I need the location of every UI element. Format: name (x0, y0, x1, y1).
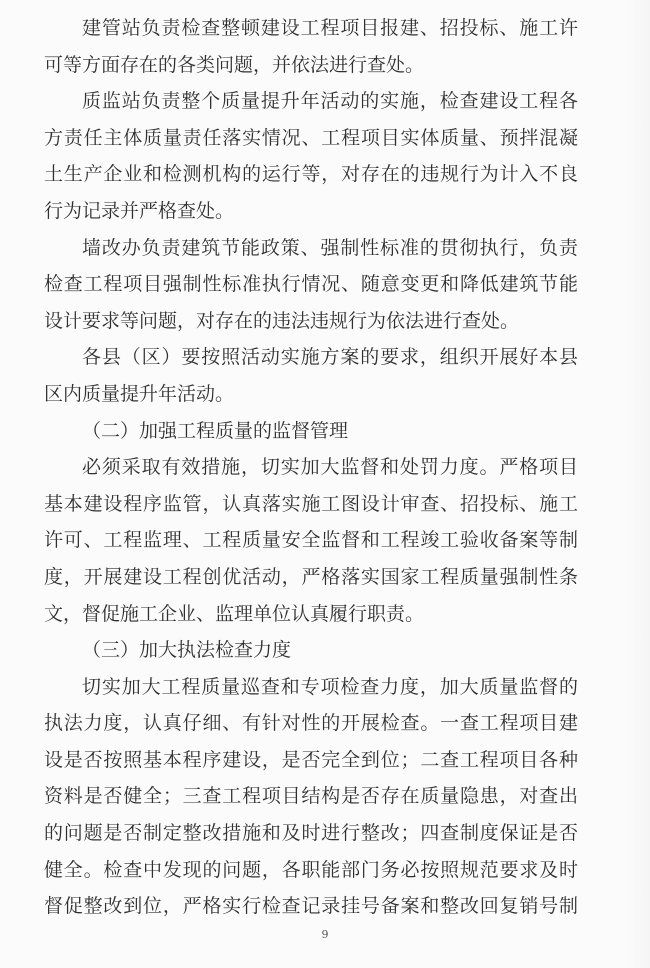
text-line: 设是否按照基本程序建设，是否完全到位；二查工程项目各种 (44, 748, 578, 771)
text-line: 土生产企业和检测机构的运行等，对存在的违规行为计入不良 (44, 163, 578, 186)
text-line: 可等方面存在的各类问题，并依法进行查处。 (44, 53, 425, 76)
text-line: 设计要求等问题，对存在的违法违规行为依法进行查处。 (44, 309, 520, 332)
text-line: 基本建设程序监管，认真落实施工图设计审查、招投标、施工 (44, 492, 578, 515)
text-line: 文，督促施工企业、监理单位认真履行职责。 (44, 602, 425, 625)
text-line: 质监站负责整个质量提升年活动的实施，检查建设工程各 (82, 90, 578, 113)
section-heading: （二）加强工程质量的监督管理 (82, 419, 349, 442)
section-heading: （三）加大执法检查力度 (82, 639, 292, 662)
text-line: 许可、工程监理、工程质量安全监督和工程竣工验收备案等制 (44, 529, 578, 552)
text-line: 健全。检查中发现的问题，各职能部门务必按照规范要求及时 (44, 858, 578, 881)
text-line: 切实加大工程质量巡查和专项检查力度，加大质量监督的 (82, 675, 578, 698)
text-line: 墙改办负责建筑节能政策、强制性标准的贯彻执行，负责 (82, 236, 578, 259)
text-line: 行为记录并严格查处。 (44, 199, 235, 222)
text-line: 度，开展建设工程创优活动，严格落实国家工程质量强制性条 (44, 565, 578, 588)
text-line: 督促整改到位，严格实行检查记录挂号备案和整改回复销号制 (44, 895, 578, 918)
text-line: 建管站负责检查整顿建设工程项目报建、招投标、施工许 (82, 17, 578, 39)
text-line: 各县（区）要按照活动实施方案的要求，组织开展好本县 (82, 346, 578, 369)
text-line: 执法力度，认真仔细、有针对性的开展检查。一查工程项目建 (44, 712, 578, 735)
scan-shadow-edge (626, 0, 650, 968)
document-body (0, 10, 650, 925)
text-line: 资料是否健全；三查工程项目结构是否存在质量隐患，对查出 (44, 785, 578, 808)
text-line: 必须采取有效措施，切实加大监督和处罚力度。严格项目 (82, 456, 578, 479)
text-line: 检查工程项目强制性标准执行情况、随意变更和降低建筑节能 (44, 273, 578, 296)
text-line: 方责任主体质量责任落实情况、工程项目实体质量、预拌混凝 (44, 126, 578, 149)
text-line: 区内质量提升年活动。 (44, 382, 235, 405)
page-number: 9 (321, 928, 329, 941)
text-line: 的问题是否制定整改措施和及时进行整改；四查制度保证是否 (44, 822, 578, 845)
